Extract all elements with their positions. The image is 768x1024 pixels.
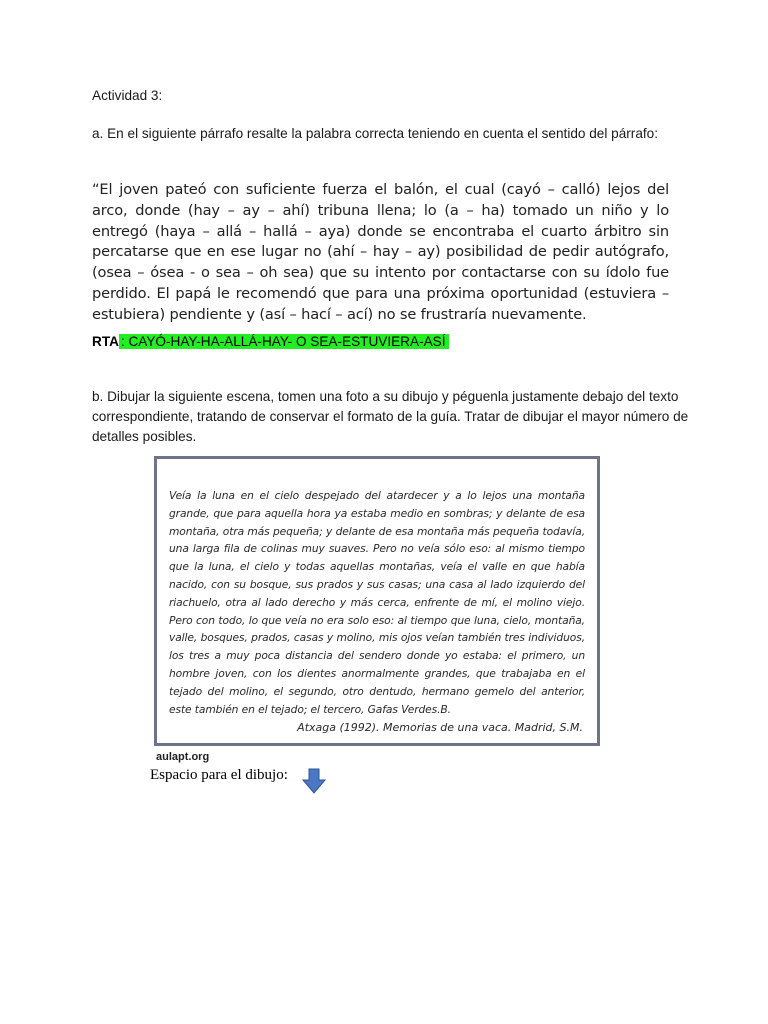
- answer-highlight: : CAYÓ-HAY-HA-ALLÁ-HAY- O SEA-ESTUVIERA-ASÍ: [119, 334, 449, 349]
- arrow-down-icon: [302, 768, 326, 794]
- drawing-space-label: Espacio para el dibujo:: [150, 767, 288, 783]
- excerpt-text: Veía la luna en el cielo despejado del atardecer y a lo lejos una montaña grande, que para aquella hora ya estaba medio en sombras; y delante de esa montaña, otra más pequeña; y delante de esa montaña más pequeña todavía, una larga fila de colinas muy suaves. Pero no veía sólo eso: al mismo tiempo que la luna, el cielo y todas aquellas montañas, veía el valle en que había nacido, con su bosque, sus prados y sus casas; una casa al lado izquierdo del riachuelo, otra al lado derecho y más cerca, enfrente de mí, el molino viejo. Pero con todo, lo que veía no era solo eso: al tiempo que luna, cielo, montaña, valle, bosques, prados, casas y molino, mis ojos veían también tres individuos, los tres a muy poca distancia del sendero donde yo estaba: el primero, un hombre joven, con los dientes anormalmente grandes, que trabajaba en el tejado del molino, el segundo, otro dentudo, hermano gemelo del anterior, este también en el tejado; el tercero, Gafas Verdes.B.: [169, 489, 585, 716]
- activity-heading: Actividad 3:: [92, 88, 163, 103]
- part-a-instruction: a. En el siguiente párrafo resalte la palabra correcta teniendo en cuenta el sentido del párrafo:: [92, 126, 659, 141]
- exercise-paragraph: “El joven pateó con suficiente fuerza el balón, el cual (cayó – calló) lejos del arco, donde (hay – ay – ahí) tribuna llena; lo (a – ha) tomado un niño y lo entregó (haya – allá – hallá – aya) donde se encontraba el cuarto árbitro sin percatarse que en ese lugar no (ahí – hay – ay) posibilidad de pedir autógrafo, (osea – ósea - o sea – oh sea) que su intento por contactarse con su ídolo fue perdido. El papá le recomendó que para una próxima oportunidad (estuviera – estubiera) pendiente y (así – hací – ací) no se frustraría nuevamente.: [92, 181, 669, 323]
- answer-line: [92, 333, 449, 350]
- answer-label: RTA: [92, 334, 119, 349]
- excerpt-citation: Atxaga (1992). Memorias de una vaca. Madrid, S.M.: [297, 721, 583, 734]
- part-b-instruction: b. Dibujar la siguiente escena, tomen una foto a su dibujo y péguenla justamente debajo del texto correspondiente, tratando de conservar el formato de la guía. Tratar de dibujar el mayor número de detalles posibles.: [92, 389, 689, 444]
- source-credit: aulapt.org: [156, 751, 210, 763]
- literary-excerpt-box: [154, 456, 600, 746]
